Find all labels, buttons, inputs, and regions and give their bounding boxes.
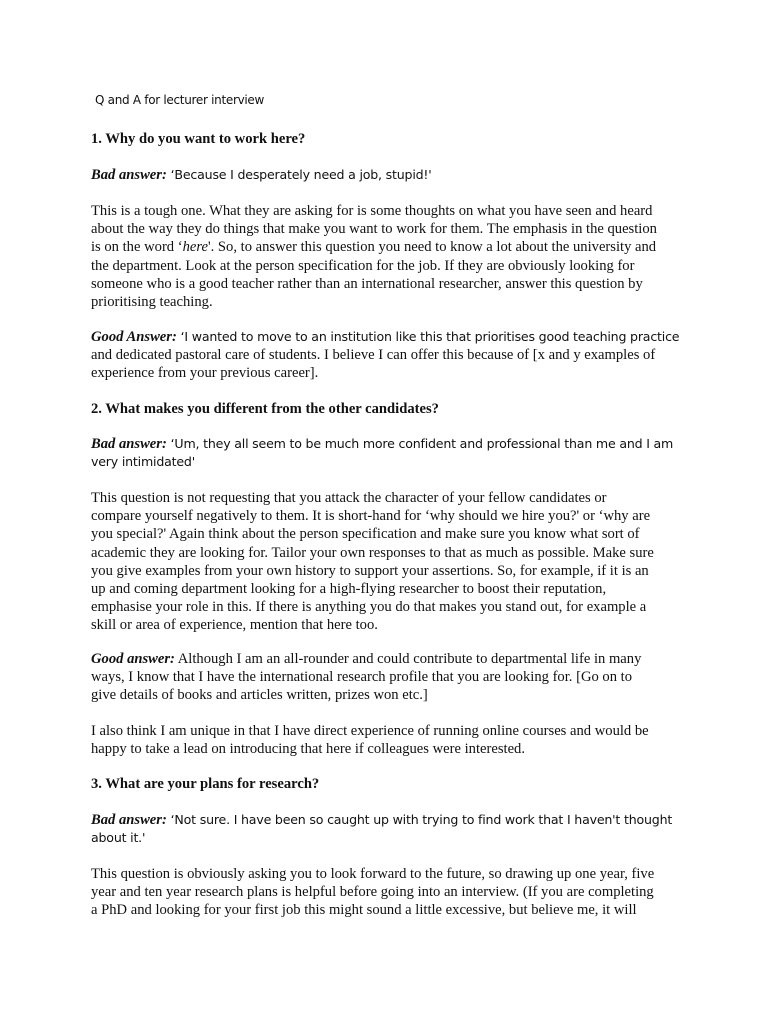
- paragraph-line: give details of books and articles written, prizes won etc.]: [91, 687, 428, 704]
- paragraph-line: year and ten year research plans is helpful before going into an interview. (If you are completing: [91, 884, 654, 901]
- bad-answer-label: Bad answer:: [91, 167, 167, 183]
- document-title: Q and A for lecturer interview: [95, 93, 265, 107]
- bad-answer-label: Bad answer:: [91, 436, 167, 452]
- question-2-heading: 2. What makes you different from the other candidates?: [91, 401, 439, 417]
- bad-answer-text: ‘Not sure. I have been so caught up with trying to find work that I haven't thought: [166, 812, 673, 827]
- question-2-additional-answer: [91, 722, 691, 758]
- paragraph-text: is on the word ‘: [91, 239, 183, 256]
- good-answer-text: Although I am an all-rounder and could contribute to departmental life in many: [174, 651, 642, 667]
- paragraph-line: [91, 435, 691, 453]
- paragraph-line: happy to take a lead on introducing that here if colleagues were interested.: [91, 741, 525, 758]
- paragraph-line: academic they are looking for. Tailor your own responses to that as much as possible. Make sure: [91, 544, 654, 561]
- paragraph-line: and dedicated pastoral care of students. I believe I can offer this because of [x and y examples of: [91, 347, 656, 364]
- good-answer-text: ‘I wanted to move to an institution like this that prioritises good teaching practice: [176, 329, 680, 344]
- paragraph-line: the department. Look at the person specification for the job. If they are obviously looking for: [91, 257, 635, 274]
- paragraph-line: very intimidated': [91, 454, 195, 470]
- question-1-heading: 1. Why do you want to work here?: [91, 131, 306, 147]
- paragraph-line: someone who is a good teacher rather than an international researcher, answer this question by: [91, 275, 643, 292]
- paragraph-line: experience from your previous career].: [91, 365, 319, 382]
- paragraph-line: [91, 811, 691, 829]
- question-1-bad-answer: [91, 166, 691, 184]
- bad-answer-label: Bad answer:: [91, 812, 167, 828]
- paragraph-line: you give examples from your own history to support your assertions. So, for example, if it is an: [91, 562, 649, 579]
- question-1-good-answer: [91, 328, 691, 383]
- paragraph-line: [91, 238, 691, 256]
- question-2-good-answer: [91, 650, 691, 705]
- paragraph-line: up and coming department looking for a high-flying researcher to boost their reputation,: [91, 581, 607, 598]
- paragraph-line: This is a tough one. What they are asking for is some thoughts on what you have seen and heard: [91, 203, 653, 219]
- paragraph-line: [91, 328, 691, 346]
- question-1-explanation: [91, 202, 691, 311]
- paragraph-line: I also think I am unique in that I have direct experience of running online courses and would be: [91, 723, 649, 739]
- paragraph-line: This question is obviously asking you to look forward to the future, so drawing up one year, five: [91, 866, 655, 882]
- question-3-explanation: [91, 865, 691, 920]
- paragraph-line: about it.': [91, 830, 146, 846]
- question-2-bad-answer: [91, 435, 691, 471]
- question-3-bad-answer: [91, 811, 691, 847]
- paragraph-line: about the way they do things that make you want to work for them. The emphasis in the question: [91, 221, 657, 238]
- paragraph-line: emphasise your role in this. If there is anything you do that makes you stand out, for example a: [91, 599, 647, 616]
- question-3-heading: 3. What are your plans for research?: [91, 776, 320, 792]
- good-answer-label: Good answer:: [91, 651, 175, 667]
- paragraph-line: compare yourself negatively to them. It is short-hand for ‘why should we hire you?' or ‘why are: [91, 508, 651, 525]
- paragraph-line: prioritising teaching.: [91, 294, 213, 311]
- paragraph-line: [91, 650, 691, 668]
- paragraph-line: you special?' Again think about the person specification and make sure you know what sort of: [91, 526, 640, 543]
- paragraph-text: '. So, to answer this question you need to know a lot about the university and: [208, 239, 657, 256]
- question-2-explanation: [91, 489, 691, 635]
- emphasis-word: here: [182, 239, 208, 256]
- good-answer-label: Good Answer:: [91, 329, 177, 345]
- bad-answer-text: ‘Because I desperately need a job, stupid!': [166, 167, 432, 182]
- paragraph-line: ways, I know that I have the international research profile that you are looking for. [Go on to: [91, 669, 633, 686]
- paragraph-line: This question is not requesting that you attack the character of your fellow candidates or: [91, 490, 607, 506]
- bad-answer-text: ‘Um, they all seem to be much more confident and professional than me and I am: [166, 436, 674, 451]
- paragraph-line: skill or area of experience, mention that here too.: [91, 617, 378, 634]
- paragraph-line: a PhD and looking for your first job this might sound a little excessive, but believe me, it will: [91, 902, 637, 919]
